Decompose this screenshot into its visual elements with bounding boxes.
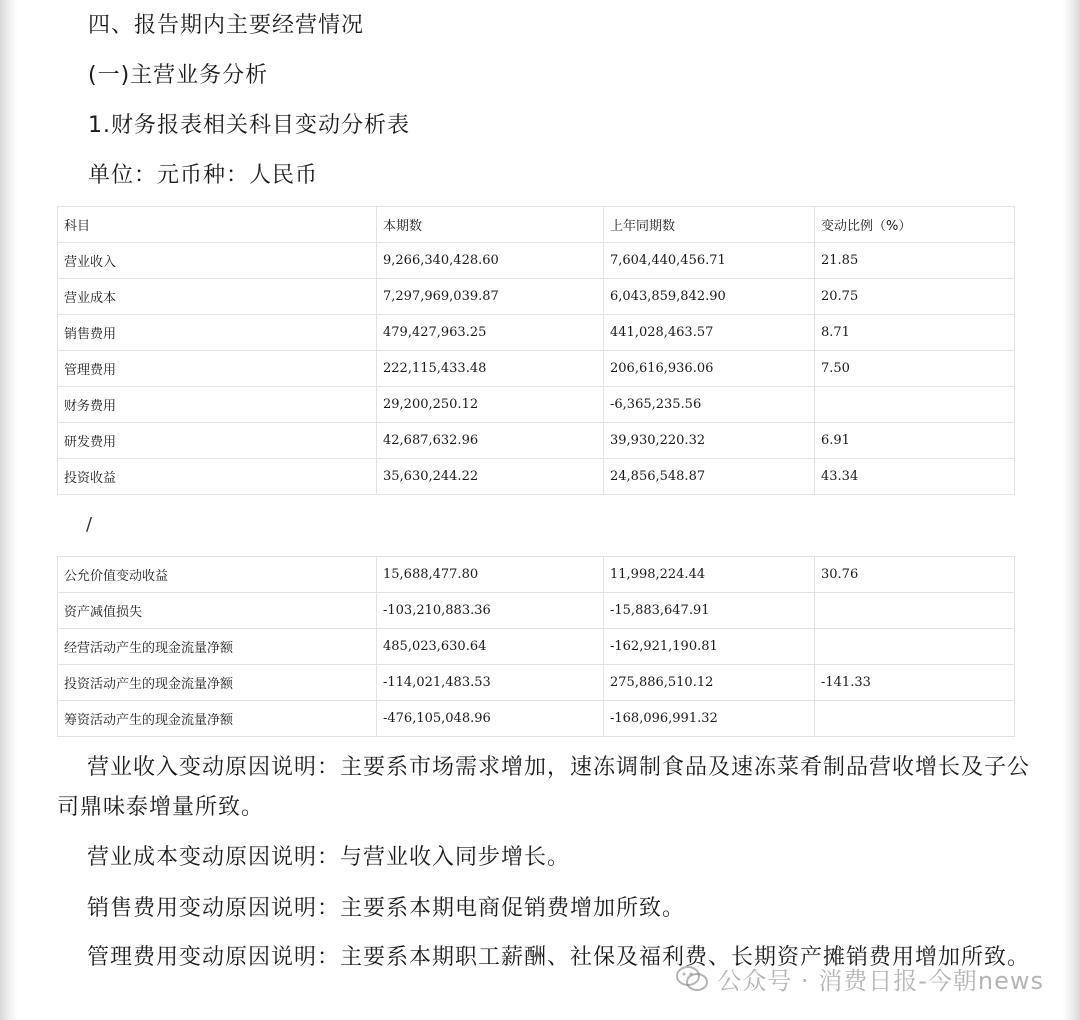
- header-cell-item: 科目: [58, 207, 377, 243]
- row-label: 研发费用: [58, 423, 377, 459]
- table-title: 1.财务报表相关科目变动分析表: [88, 113, 410, 138]
- table-row: [58, 423, 1015, 459]
- prior-value: 7,604,440,456.71: [604, 243, 815, 279]
- prior-value: 11,998,224.44: [604, 557, 815, 593]
- table-row: [58, 629, 1015, 665]
- table-row: [58, 459, 1015, 495]
- wechat-icon: [675, 965, 709, 993]
- prior-value: 275,886,510.12: [604, 665, 815, 701]
- current-value: -476,105,048.96: [377, 701, 604, 737]
- paragraph-text: 管理费用变动原因说明：主要系本期职工薪酬、社保及福利费、长期资产摊销费用增加所致。: [87, 945, 1031, 970]
- change-ratio: -141.33: [815, 665, 1015, 701]
- change-ratio: 6.91: [815, 423, 1015, 459]
- table-row: [58, 665, 1015, 701]
- table-row: [58, 351, 1015, 387]
- change-ratio: 7.50: [815, 351, 1015, 387]
- change-ratio: [815, 629, 1015, 665]
- row-label: 管理费用: [58, 351, 377, 387]
- current-value: 35,630,244.22: [377, 459, 604, 495]
- row-label: 营业收入: [58, 243, 377, 279]
- table-row: [58, 701, 1015, 737]
- table-row: [58, 387, 1015, 423]
- financial-table-continued: [57, 556, 1015, 737]
- table-row: [58, 557, 1015, 593]
- table-row: [58, 315, 1015, 351]
- current-value: 222,115,433.48: [377, 351, 604, 387]
- header-cell-change: 变动比例（%）: [815, 207, 1015, 243]
- table-header-row: [58, 207, 1015, 243]
- prior-value: -168,096,991.32: [604, 701, 815, 737]
- paragraph-text: 营业收入变动原因说明：主要系市场需求增加，速冻调制食品及速冻菜肴制品营收增长及子公司鼎味泰增量所致。: [57, 755, 1031, 820]
- table-separator: /: [86, 514, 93, 535]
- change-ratio: [815, 593, 1015, 629]
- prior-value: 206,616,936.06: [604, 351, 815, 387]
- watermark-text: 公众号 · 消费日报-今朝news: [717, 967, 1044, 995]
- row-label: 销售费用: [58, 315, 377, 351]
- paragraph-text: 销售费用变动原因说明：主要系本期电商促销费增加所致。: [87, 896, 686, 921]
- paragraph-text: 营业成本变动原因说明：与营业收入同步增长。: [87, 845, 571, 870]
- change-ratio: 8.71: [815, 315, 1015, 351]
- change-ratio: 30.76: [815, 557, 1015, 593]
- current-value: 485,023,630.64: [377, 629, 604, 665]
- cost-explanation: [57, 838, 1032, 878]
- prior-value: 39,930,220.32: [604, 423, 815, 459]
- change-ratio: 20.75: [815, 279, 1015, 315]
- current-value: 15,688,477.80: [377, 557, 604, 593]
- revenue-explanation: [57, 748, 1032, 828]
- financial-table-main: [57, 206, 1015, 495]
- current-value: 479,427,963.25: [377, 315, 604, 351]
- unit-note: 单位：元币种：人民币: [88, 163, 319, 188]
- row-label: 资产减值损失: [58, 593, 377, 629]
- prior-value: 24,856,548.87: [604, 459, 815, 495]
- current-value: 29,200,250.12: [377, 387, 604, 423]
- table-row: [58, 593, 1015, 629]
- table-row: [58, 243, 1015, 279]
- prior-value: -6,365,235.56: [604, 387, 815, 423]
- current-value: 42,687,632.96: [377, 423, 604, 459]
- row-label: 财务费用: [58, 387, 377, 423]
- change-ratio: 43.34: [815, 459, 1015, 495]
- subsection-heading: (一)主营业务分析: [88, 63, 269, 88]
- prior-value: 441,028,463.57: [604, 315, 815, 351]
- row-label: 经营活动产生的现金流量净额: [58, 629, 377, 665]
- current-value: 7,297,969,039.87: [377, 279, 604, 315]
- change-ratio: [815, 701, 1015, 737]
- row-label: 营业成本: [58, 279, 377, 315]
- row-label: 筹资活动产生的现金流量净额: [58, 701, 377, 737]
- header-cell-current: 本期数: [377, 207, 604, 243]
- change-ratio: [815, 387, 1015, 423]
- prior-value: -15,883,647.91: [604, 593, 815, 629]
- change-ratio: 21.85: [815, 243, 1015, 279]
- current-value: -114,021,483.53: [377, 665, 604, 701]
- current-value: 9,266,340,428.60: [377, 243, 604, 279]
- table-row: [58, 279, 1015, 315]
- current-value: -103,210,883.36: [377, 593, 604, 629]
- sales-expense-explanation: [57, 889, 1032, 929]
- row-label: 投资收益: [58, 459, 377, 495]
- row-label: 投资活动产生的现金流量净额: [58, 665, 377, 701]
- section-heading: 四、报告期内主要经营情况: [88, 13, 365, 38]
- prior-value: 6,043,859,842.90: [604, 279, 815, 315]
- watermark: [675, 961, 1044, 996]
- header-cell-prior: 上年同期数: [604, 207, 815, 243]
- row-label: 公允价值变动收益: [58, 557, 377, 593]
- prior-value: -162,921,190.81: [604, 629, 815, 665]
